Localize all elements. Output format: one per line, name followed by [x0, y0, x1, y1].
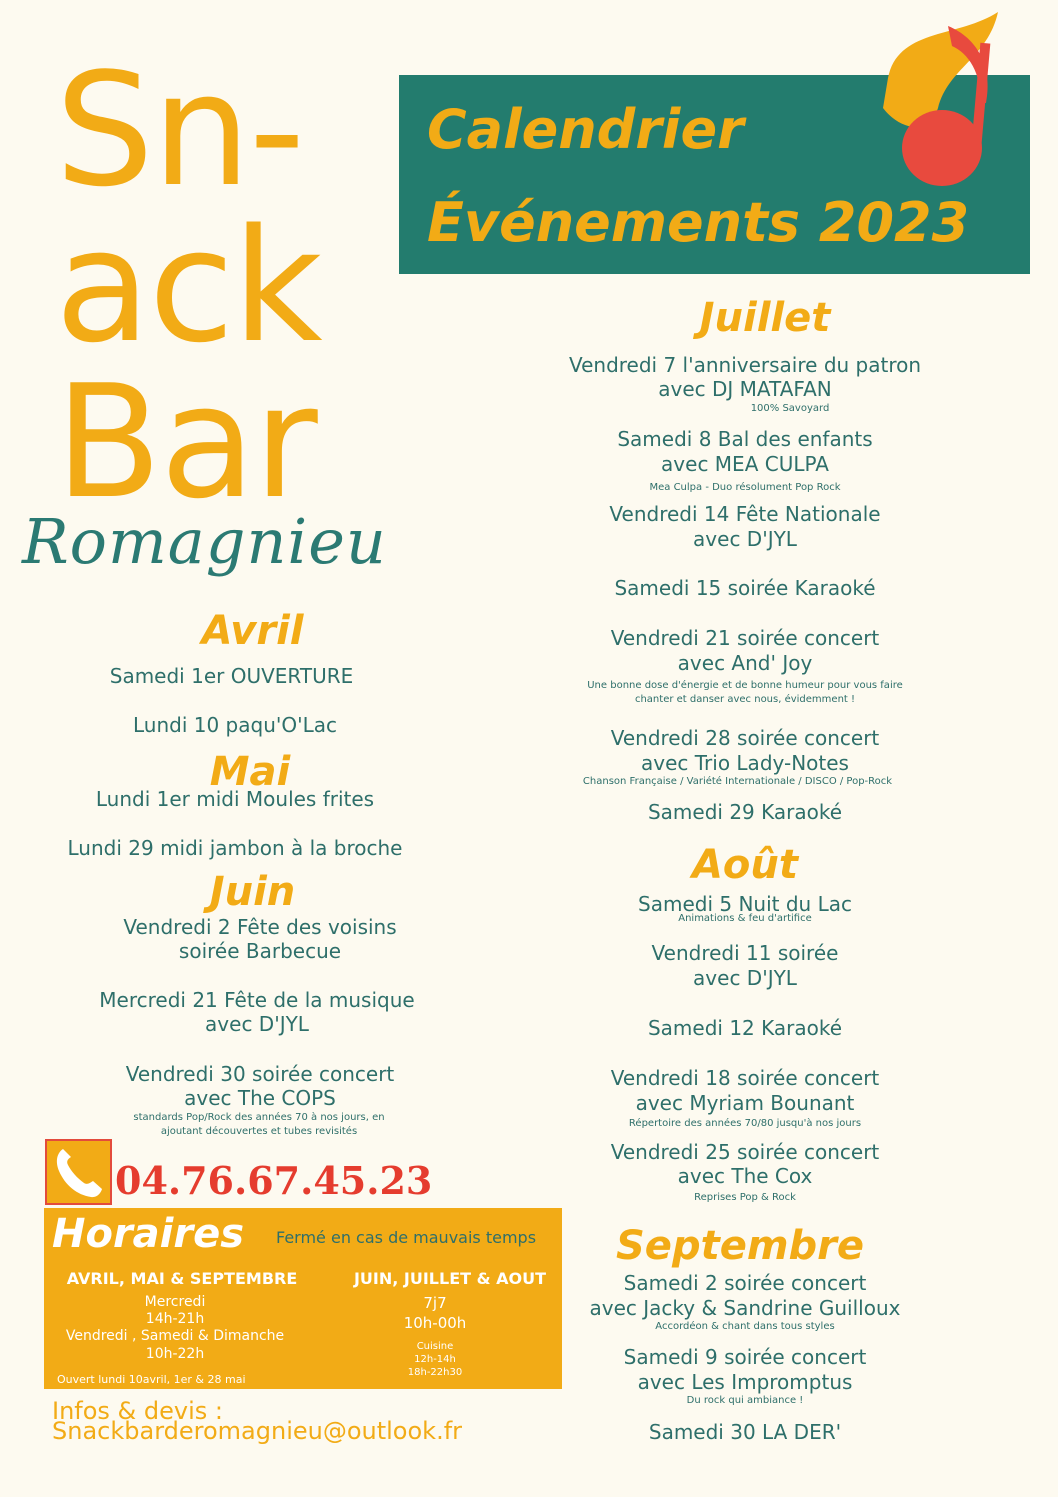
event-note: Reprises Pop & Rock [694, 1192, 796, 1203]
event-line: avec MEA CULPA [661, 452, 829, 476]
month-juin: Juin [209, 869, 296, 915]
event-line: Vendredi 28 soirée concert [610, 726, 880, 750]
infos-label: Infos & devis : [52, 1397, 223, 1425]
event-line: avec DJ MATAFAN [658, 377, 832, 401]
hours-col2-main: 10h-00h [403, 1314, 467, 1332]
hours-col2-title: JUIN, JUILLET & AOUT [353, 1269, 547, 1288]
event-line: avec Jacky & Sandrine Guilloux [589, 1296, 901, 1320]
calendar-title-line-1: Calendrier [427, 98, 744, 161]
event-line: Samedi 15 soirée Karaoké [614, 576, 876, 600]
hours-col1-line: 10h-22h [145, 1346, 205, 1362]
event-note: chanter et danser avec nous, évidemment ! [634, 694, 856, 705]
brand-script: Romagnieu [22, 505, 387, 578]
phone-number[interactable]: 04.76.67.45.23 [115, 1158, 433, 1203]
event-line: Samedi 2 soirée concert [623, 1271, 867, 1295]
month-mai: Mai [209, 749, 291, 795]
calendar-title-line-2: Événements 2023 [427, 191, 970, 254]
month-avril: Avril [201, 608, 304, 654]
hours-closed-note: Fermé en cas de mauvais temps [276, 1228, 537, 1247]
event-line: Lundi 10 paqu'O'Lac [132, 713, 337, 737]
brand-line-3: Bar [55, 351, 316, 533]
event-line: Vendredi 7 l'anniversaire du patron [568, 353, 922, 377]
event-note: Une bonne dose d'énergie et de bonne humeur pour vous faire [587, 680, 903, 691]
hours-col2-kitchen: 12h-14h [414, 1354, 456, 1365]
event-line: avec Les Impromptus [637, 1370, 853, 1394]
event-note: 100% Savoyard [750, 403, 830, 414]
hours-title: Horaires [52, 1211, 245, 1257]
hours-col1-footnote: Ouvert lundi 10avril, 1er & 28 mai [57, 1373, 246, 1386]
event-line: soirée Barbecue [178, 939, 342, 963]
month-juillet: Juillet [699, 295, 831, 341]
event-line: Samedi 12 Karaoké [647, 1016, 843, 1040]
event-line: avec D'JYL [205, 1012, 309, 1036]
event-line: Mercredi 21 Fête de la musique [99, 988, 415, 1012]
event-line: avec The Cox [677, 1164, 813, 1188]
hours-col2-kitchen: 18h-22h30 [407, 1367, 463, 1378]
event-line: Vendredi 11 soirée [651, 941, 839, 965]
hours-col1-title: AVRIL, MAI & SEPTEMBRE [66, 1269, 298, 1288]
event-note: Chanson Française / Variété Internationale / DISCO / Pop-Rock [582, 776, 893, 787]
event-line: Lundi 1er midi Moules frites [95, 787, 375, 811]
event-line: avec Trio Lady-Notes [641, 751, 849, 775]
event-line: Lundi 29 midi jambon à la broche [67, 836, 403, 860]
event-note: Répertoire des années 70/80 jusqu'à nos jours [628, 1118, 862, 1129]
event-line: Samedi 1er OUVERTURE [109, 664, 354, 688]
phone-icon [45, 1139, 112, 1205]
hours-col2-kitchen: Cuisine [416, 1341, 454, 1352]
event-line: avec D'JYL [693, 527, 797, 551]
brand-line-1: Sn- [55, 39, 304, 221]
music-note-icon [868, 8, 1008, 208]
hours-col1-line: 14h-21h [145, 1311, 205, 1327]
hours-col1-line: Vendredi , Samedi & Dimanche [65, 1328, 285, 1344]
month-septembre: Septembre [616, 1223, 864, 1269]
event-line: Samedi 30 LA DER' [648, 1420, 842, 1444]
event-line: avec Myriam Bounant [635, 1091, 855, 1115]
event-line: Vendredi 2 Fête des voisins [123, 915, 397, 939]
event-line: Vendredi 14 Fête Nationale [609, 502, 881, 526]
hours-col1-line: Mercredi [144, 1294, 206, 1310]
event-line: Vendredi 18 soirée concert [610, 1066, 880, 1090]
event-line: Vendredi 30 soirée concert [125, 1062, 395, 1086]
month-aout: Août [691, 842, 799, 888]
event-note: Mea Culpa - Duo résolument Pop Rock [649, 482, 841, 493]
event-note: ajoutant découvertes et tubes revisités [160, 1126, 358, 1137]
event-line: Vendredi 21 soirée concert [610, 626, 880, 650]
event-line: avec D'JYL [693, 966, 797, 990]
event-line: Samedi 5 Nuit du Lac [638, 892, 852, 916]
event-note: Accordéon & chant dans tous styles [655, 1321, 835, 1332]
event-line: Samedi 8 Bal des enfants [617, 427, 873, 451]
event-note: standards Pop/Rock des années 70 à nos jours, en [133, 1112, 385, 1123]
event-note: Animations & feu d'artifice [678, 913, 812, 924]
event-line: Samedi 9 soirée concert [623, 1345, 867, 1369]
email-link[interactable]: Snackbarderomagnieu@outlook.fr [52, 1417, 463, 1445]
hours-col2-main: 7j7 [423, 1294, 447, 1312]
event-line: Vendredi 25 soirée concert [610, 1140, 880, 1164]
event-line: avec And' Joy [677, 651, 813, 675]
event-line: Samedi 29 Karaoké [647, 800, 843, 824]
event-line: avec The COPS [184, 1086, 336, 1110]
brand-line-2: ack [55, 195, 321, 377]
event-note: Du rock qui ambiance ! [686, 1395, 804, 1406]
